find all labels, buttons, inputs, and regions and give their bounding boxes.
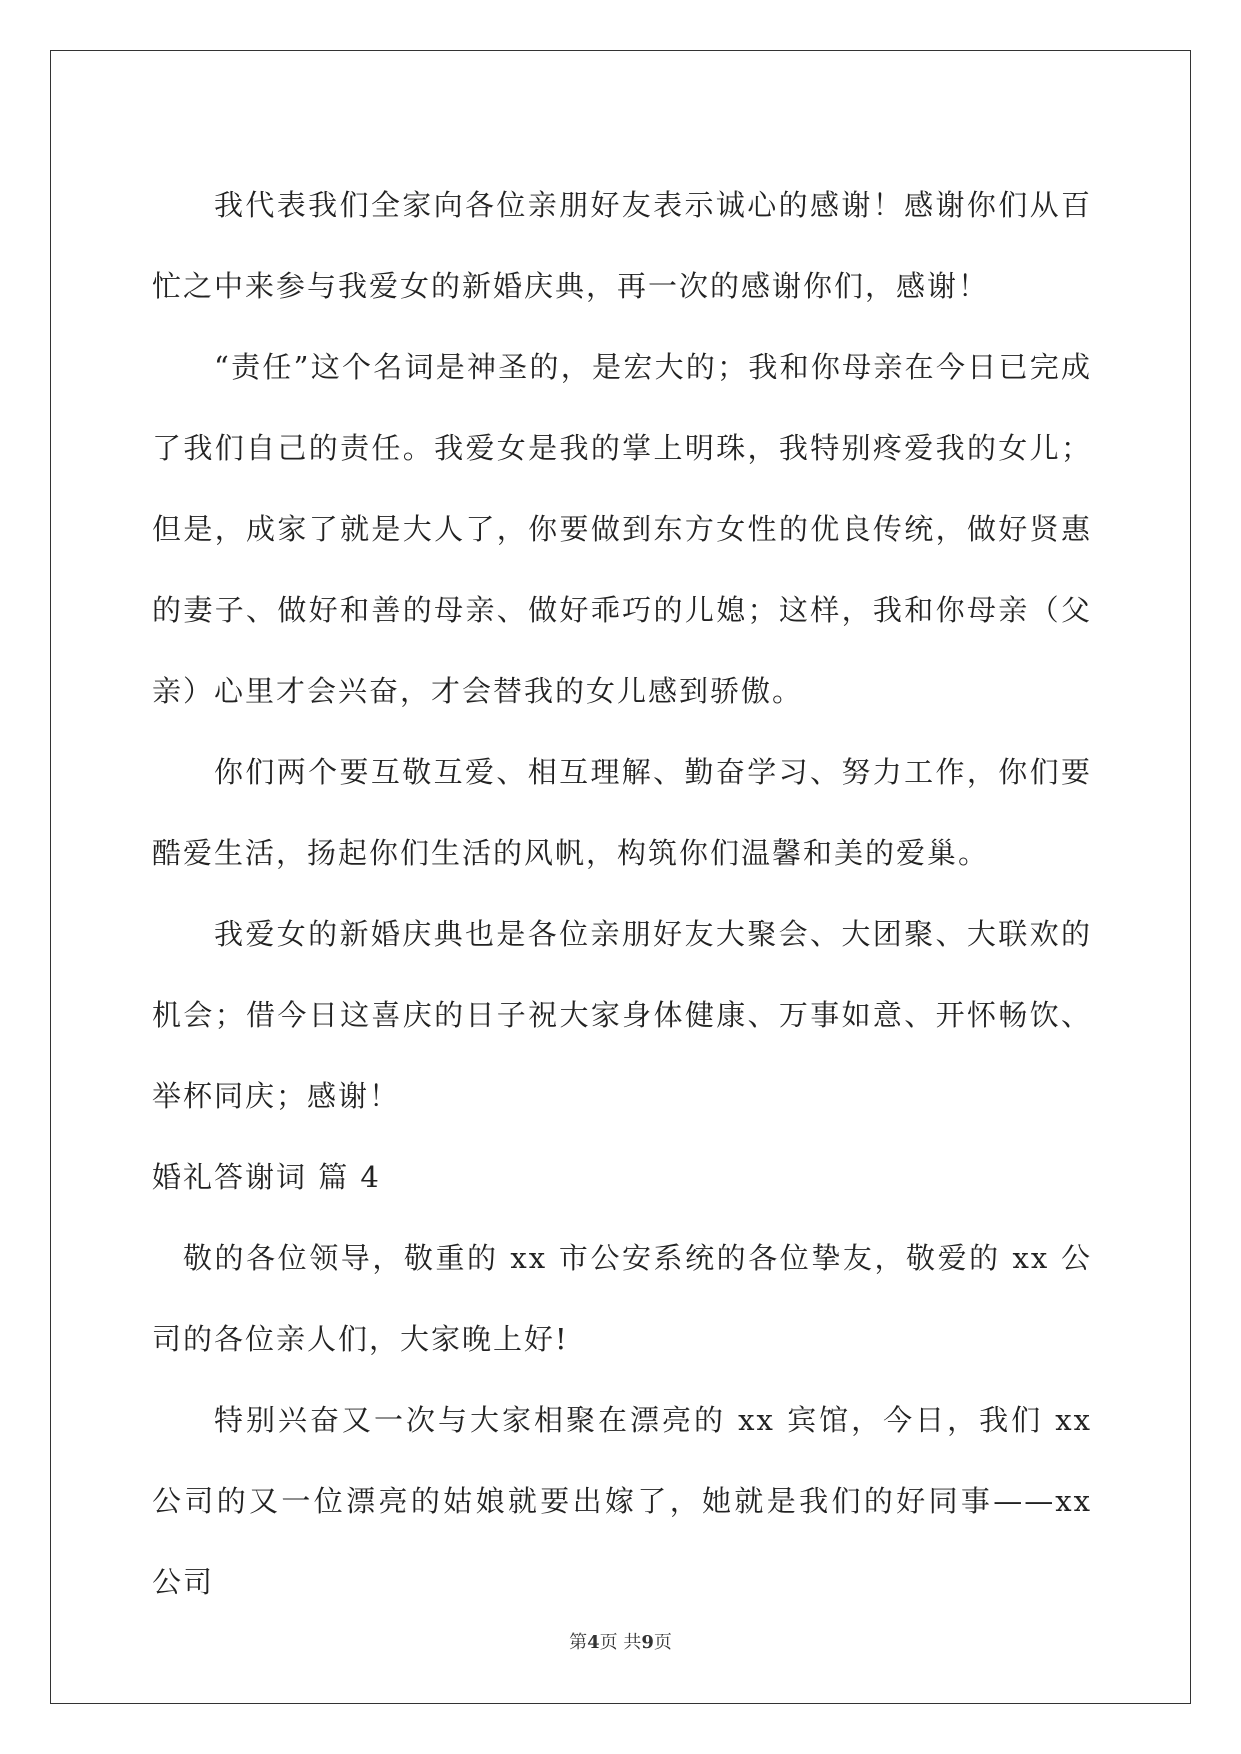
footer-prefix: 第 bbox=[569, 1632, 588, 1653]
paragraph-celebration: 我爱女的新婚庆典也是各位亲朋好友大聚会、大团聚、大联欢的机会；借今日这喜庆的日子祝大家身体健康、万事如意、开怀畅饮、举杯同庆；感谢！ bbox=[152, 917, 1092, 1113]
document-body bbox=[152, 165, 1104, 1623]
paragraph-responsibility: “责任”这个名词是神圣的，是宏大的；我和你母亲在今日已完成了我们自己的责任。我爱女是我的掌上明珠，我特别疼爱我的女儿；但是，成家了就是大人了，你要做到东方女性的优良传统，做好贤惠的妻子、做好和善的母亲、做好乖巧的儿媳；这样，我和你母亲（父亲）心里才会兴奋，才会替我的女儿感到骄傲。 bbox=[152, 350, 1092, 708]
paragraph-advice: 你们两个要互敬互爱、相互理解、勤奋学习、努力工作，你们要酷爱生活，扬起你们生活的风帆，构筑你们温馨和美的爱巢。 bbox=[152, 755, 1092, 870]
footer-suffix: 页 bbox=[653, 1632, 672, 1653]
page-footer bbox=[0, 1628, 1241, 1654]
footer-middle: 页 共 bbox=[599, 1632, 642, 1653]
current-page-number: 4 bbox=[587, 1632, 600, 1653]
paragraph-greeting: 敬的各位领导，敬重的 xx 市公安系统的各位挚友，敬爱的 xx 公司的各位亲人们，大家晚上好! bbox=[152, 1241, 1092, 1356]
total-page-number: 9 bbox=[641, 1632, 654, 1653]
section-heading: 婚礼答谢词 篇 4 bbox=[152, 1160, 381, 1194]
paragraph-thanks: 我代表我们全家向各位亲朋好友表示诚心的感谢！感谢你们从百忙之中来参与我爱女的新婚庆典，再一次的感谢你们，感谢！ bbox=[152, 188, 1092, 303]
paragraph-hotel: 特别兴奋又一次与大家相聚在漂亮的 xx 宾馆，今日，我们 xx 公司的又一位漂亮的姑娘就要出嫁了，她就是我们的好同事——xx 公司 bbox=[152, 1403, 1104, 1599]
